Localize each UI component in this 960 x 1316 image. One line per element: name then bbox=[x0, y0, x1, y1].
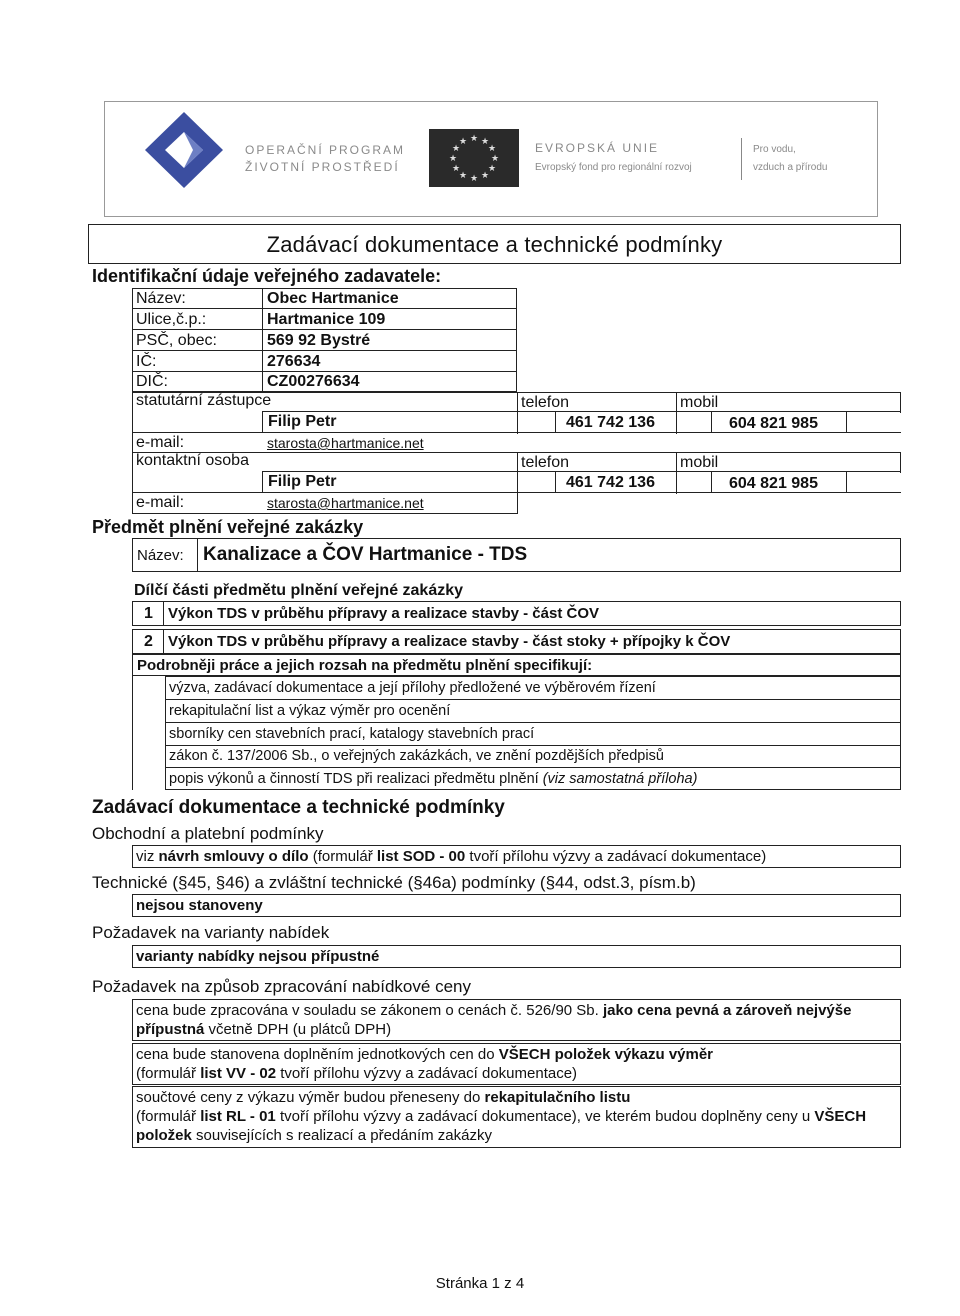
statutory-mobile-label: mobil bbox=[680, 394, 719, 411]
text-plain: cena bude stanovena doplněním jednotkových cen do bbox=[136, 1046, 499, 1063]
table-divider bbox=[846, 471, 847, 492]
text-bold: přípustná bbox=[136, 1021, 205, 1038]
table-rule bbox=[165, 722, 901, 723]
variants-box bbox=[132, 945, 901, 968]
table-divider bbox=[163, 601, 164, 626]
text-bold: položek bbox=[136, 1127, 192, 1144]
table-divider bbox=[163, 629, 164, 654]
text-bold: list RL - 01 bbox=[200, 1108, 276, 1125]
svg-text:★: ★ bbox=[480, 171, 490, 181]
op-zp-logo-icon bbox=[135, 110, 233, 190]
text-plain: tvoří přílohu výzvy a zadávací dokumentace) bbox=[276, 1065, 578, 1082]
technical-box bbox=[132, 894, 901, 917]
statutory-email-link[interactable]: starosta@hartmanice.net bbox=[267, 435, 424, 451]
table-divider bbox=[262, 288, 263, 392]
row-value: Obec Hartmanice bbox=[267, 290, 399, 307]
row-value: Hartmanice 109 bbox=[267, 311, 386, 328]
part-text: Výkon TDS v průběhu přípravy a realizace stavby - část ČOV bbox=[168, 605, 599, 622]
specifics-item: sborníky cen stavebních prací, katalogy stavebních prací bbox=[169, 726, 535, 742]
svg-text:★: ★ bbox=[490, 154, 500, 164]
statutory-name: Filip Petr bbox=[268, 413, 337, 430]
text-bold: návrh smlouvy o dílo bbox=[158, 848, 309, 865]
svg-text:★: ★ bbox=[451, 164, 461, 174]
op-line1: OPERAČNÍ PROGRAM bbox=[245, 143, 406, 157]
specifics-item bbox=[169, 770, 697, 789]
table-divider bbox=[676, 452, 677, 494]
svg-text:★: ★ bbox=[480, 137, 490, 147]
table-rule bbox=[132, 350, 517, 351]
table-divider bbox=[517, 452, 518, 494]
variants-heading: Požadavek na varianty nabídek bbox=[92, 923, 330, 942]
table-divider bbox=[711, 411, 712, 432]
contact-phone-label: telefon bbox=[521, 454, 570, 471]
table-divider bbox=[846, 411, 847, 432]
title-box bbox=[88, 224, 901, 264]
row-label: IČ: bbox=[136, 353, 157, 370]
header-banner bbox=[104, 101, 878, 217]
statutory-phone: 461 742 136 bbox=[566, 414, 655, 431]
table-divider bbox=[262, 411, 263, 432]
row-label: Ulice,č.p.: bbox=[136, 311, 207, 328]
text-plain: souvisejících s realizací a předáním zakázky bbox=[191, 1127, 492, 1144]
technical-value: nejsou stanoveny bbox=[136, 897, 263, 914]
table-divider bbox=[132, 392, 133, 514]
table-rule bbox=[132, 329, 517, 330]
text-plain: tvoří přílohu výzvy a zadávací dokumentace) bbox=[465, 848, 767, 865]
commercial-box bbox=[132, 845, 901, 868]
svg-text:★: ★ bbox=[487, 164, 497, 174]
price-box-1 bbox=[132, 999, 901, 1041]
table-divider bbox=[555, 471, 556, 492]
terms-heading: Zadávací dokumentace a technické podmínky bbox=[92, 797, 505, 818]
contact-email-link[interactable]: starosta@hartmanice.net bbox=[267, 495, 424, 511]
row-value: 569 92 Bystré bbox=[267, 332, 371, 349]
svg-text:★: ★ bbox=[487, 144, 497, 154]
part-text: Výkon TDS v průběhu přípravy a realizace stavby - část stoky + přípojky k ČOV bbox=[168, 633, 731, 650]
text-plain: cena bude zpracována v souladu se zákonem o cenách č. 526/90 Sb. bbox=[136, 1002, 603, 1019]
price-box-2 bbox=[132, 1043, 901, 1085]
commercial-heading: Obchodní a platební podmínky bbox=[92, 824, 324, 843]
slogan-line1: Pro vodu, bbox=[753, 144, 796, 155]
part-no: 1 bbox=[144, 605, 153, 622]
svg-text:★: ★ bbox=[469, 134, 479, 144]
op-line2: ŽIVOTNÍ PROSTŘEDÍ bbox=[245, 160, 400, 174]
part-no: 2 bbox=[144, 633, 153, 650]
statutory-phone-label: telefon bbox=[521, 394, 570, 411]
eu-line2: Evropský fond pro regionální rozvoj bbox=[535, 162, 692, 173]
table-divider bbox=[900, 392, 901, 413]
row-value: 276634 bbox=[267, 353, 321, 370]
parts-heading: Dílčí části předmětu plnění veřejné zakázky bbox=[134, 582, 464, 599]
text-bold: jako cena pevná a zároveň nejvýše bbox=[602, 1002, 852, 1019]
subject-name-value: Kanalizace a ČOV Hartmanice - TDS bbox=[203, 544, 528, 565]
table-rule bbox=[262, 411, 901, 412]
text-bold: rekapitulačního listu bbox=[484, 1089, 631, 1106]
table-divider bbox=[555, 411, 556, 432]
row-label: DIČ: bbox=[136, 373, 168, 390]
text-plain: viz bbox=[136, 848, 159, 865]
table-rule bbox=[165, 699, 901, 700]
contact-phone: 461 742 136 bbox=[566, 474, 655, 491]
text-plain: (formulář bbox=[136, 1065, 201, 1082]
specifics-item-plain: popis výkonů a činností TDS při realizaci předmětu plnění bbox=[169, 771, 543, 787]
specifics-item: rekapitulační list a výkaz výměr pro ocenění bbox=[169, 703, 451, 719]
row-label: PSČ, obec: bbox=[136, 332, 217, 349]
contact-name: Filip Petr bbox=[268, 473, 337, 490]
svg-text:★: ★ bbox=[458, 137, 468, 147]
text-bold: VŠECH bbox=[814, 1108, 867, 1125]
table-divider bbox=[517, 392, 518, 434]
table-divider bbox=[197, 538, 198, 572]
technical-heading: Technické (§45, §46) a zvláštní technické (§46a) podmínky (§44, odst.3, písm.b) bbox=[92, 873, 696, 892]
table-rule bbox=[132, 308, 517, 309]
eu-flag-icon bbox=[429, 129, 519, 187]
text-bold: list SOD - 00 bbox=[376, 848, 466, 865]
variants-value: varianty nabídky nejsou přípustné bbox=[136, 948, 380, 965]
svg-text:★: ★ bbox=[448, 154, 458, 164]
text-plain: tvoří přílohu výzvy a zadávací dokumentace), ve kterém budou doplněny ceny u bbox=[275, 1108, 815, 1125]
text-plain: (formulář bbox=[136, 1108, 201, 1125]
email-label: e-mail: bbox=[136, 494, 185, 511]
table-divider bbox=[711, 471, 712, 492]
specifics-item: výzva, zadávací dokumentace a její přílohy předložené ve výběrovém řízení bbox=[169, 680, 656, 696]
authority-heading: Identifikační údaje veřejného zadavatele: bbox=[92, 266, 442, 286]
table-divider bbox=[132, 676, 133, 790]
table-rule bbox=[165, 745, 901, 746]
text-plain: součtové ceny z výkazu výměr budou přeneseny do bbox=[136, 1089, 485, 1106]
page-number: Stránka 1 z 4 bbox=[435, 1275, 525, 1292]
specifics-item-italic: (viz samostatná příloha) bbox=[542, 771, 698, 787]
table-divider bbox=[676, 392, 677, 434]
price-box-3 bbox=[132, 1086, 901, 1148]
svg-text:★: ★ bbox=[469, 174, 479, 184]
banner-divider bbox=[741, 138, 742, 180]
statutory-mobile: 604 821 985 bbox=[729, 415, 818, 432]
slogan-line2: vzduch a přírodu bbox=[753, 162, 828, 173]
row-value: CZ00276634 bbox=[267, 373, 360, 390]
table-rule bbox=[165, 767, 901, 768]
price-heading: Požadavek na způsob zpracování nabídkové ceny bbox=[92, 977, 471, 996]
subject-heading: Předmět plnění veřejné zakázky bbox=[92, 517, 364, 537]
text-bold: list VV - 02 bbox=[200, 1065, 277, 1082]
eu-line1: EVROPSKÁ UNIE bbox=[535, 141, 660, 155]
page-title: Zadávací dokumentace a technické podmínky bbox=[266, 232, 723, 257]
contact-mobile-label: mobil bbox=[680, 454, 719, 471]
table-rule bbox=[132, 513, 517, 514]
text-plain: (formulář bbox=[308, 848, 377, 865]
table-rule bbox=[132, 492, 901, 493]
contact-mobile: 604 821 985 bbox=[729, 475, 818, 492]
row-label: Název: bbox=[136, 290, 186, 307]
table-rule bbox=[132, 432, 901, 433]
svg-text:★: ★ bbox=[451, 144, 461, 154]
table-divider bbox=[517, 494, 518, 514]
contact-label: kontaktní osoba bbox=[136, 452, 249, 469]
table-divider bbox=[900, 452, 901, 473]
text-plain: včetně DPH (u plátců DPH) bbox=[204, 1021, 392, 1038]
table-divider bbox=[262, 471, 263, 492]
email-label: e-mail: bbox=[136, 434, 185, 451]
subject-name-label: Název: bbox=[137, 547, 184, 564]
svg-text:★: ★ bbox=[458, 171, 468, 181]
statutory-label: statutární zástupce bbox=[136, 392, 272, 409]
specifics-heading: Podrobněji práce a jejich rozsah na předmětu plnění specifikují: bbox=[137, 657, 593, 674]
specifics-item: zákon č. 137/2006 Sb., o veřejných zakázkách, ve znění pozdějších předpisů bbox=[169, 748, 664, 764]
table-rule bbox=[262, 471, 901, 472]
text-bold: VŠECH položek výkazu výměr bbox=[498, 1046, 714, 1063]
